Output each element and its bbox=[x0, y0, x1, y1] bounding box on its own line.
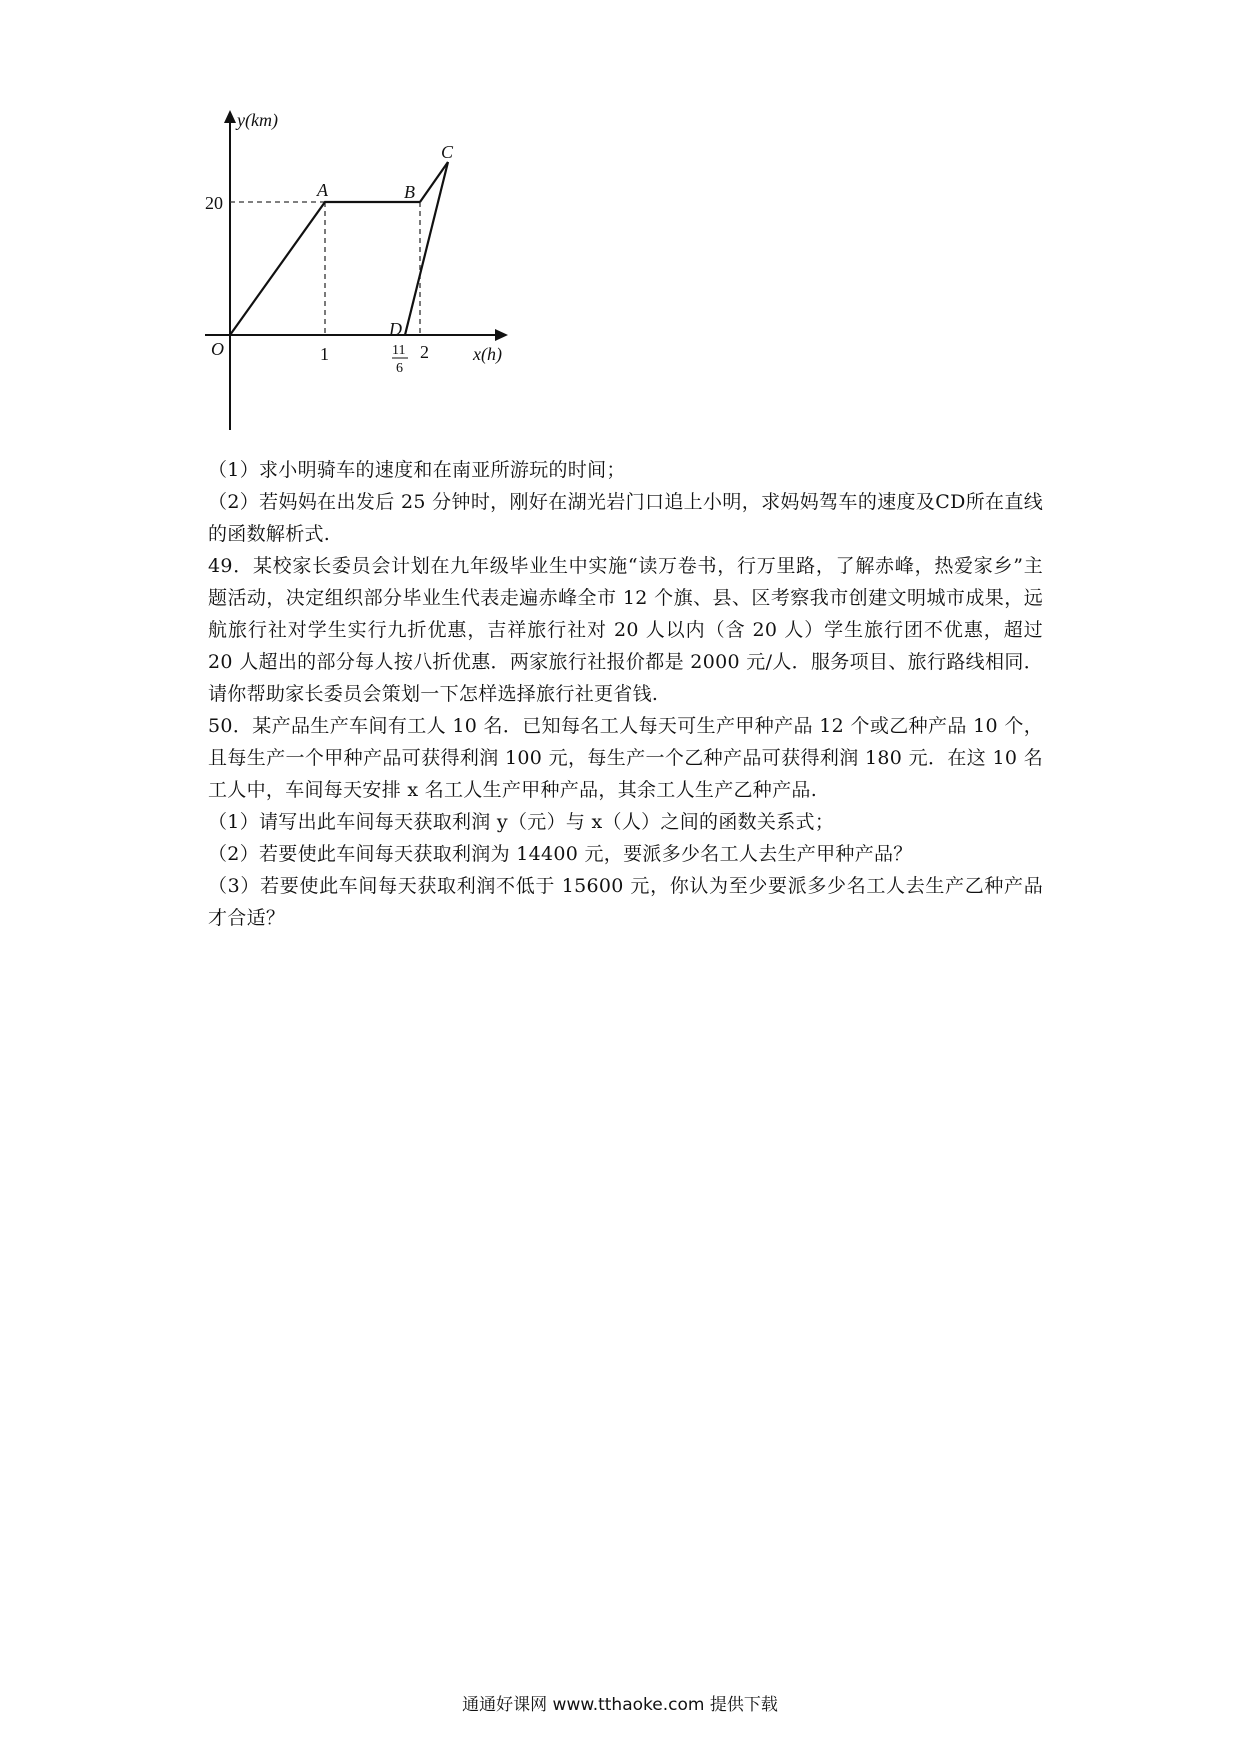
q50: 50．某产品生产车间有工人 10 名．已知每名工人每天可生产甲种产品 12 个或乙种产品 10 个，且每生产一个甲种产品可获得利润 100 元，每生产一个乙种产品可获得利润 180 元．在这 10 名工人中，车间每天安排 x 名工人生产甲种产品，其余工人生产乙种产品. bbox=[208, 715, 1043, 801]
y-tick-20: 20 bbox=[205, 193, 223, 213]
x-axis-label: x(h) bbox=[473, 344, 502, 364]
x-tick-1: 1 bbox=[320, 344, 329, 364]
q48-part1: （1）求小明骑车的速度和在南亚所游玩的时间； bbox=[208, 459, 626, 481]
question-text bbox=[208, 454, 1043, 934]
q50-part3: （3）若要使此车间每天获取利润不低于 15600 元，你认为至少要派多少名工人去生产乙种产品才合适？ bbox=[208, 875, 1043, 929]
q50-part1: （1）请写出此车间每天获取利润 y（元）与 x（人）之间的函数关系式； bbox=[208, 811, 835, 833]
point-label-A: A bbox=[317, 180, 328, 200]
x-tick-fraction-numerator: 11 bbox=[392, 343, 406, 358]
x-axis-arrow bbox=[495, 329, 508, 341]
point-label-B: B bbox=[404, 182, 415, 202]
q49: 49．某校家长委员会计划在九年级毕业生中实施“读万卷书，行万里路，了解赤峰，热爱家乡”主题活动，决定组织部分毕业生代表走遍赤峰全市 12 个旗、县、区考察我市创建文明城市成果，远航旅行社对学生实行九折优惠，吉祥旅行社对 20 人以内（含 20 人）学生旅行团不优惠，超过 20 人超出的部分每人按八折优惠．两家旅行社报价都是 2000 元/人．服务项目、旅行路线相同．请你帮助家长委员会策划一下怎样选择旅行社更省钱. bbox=[208, 555, 1043, 705]
origin-label: O bbox=[211, 339, 224, 359]
y-axis-arrow bbox=[224, 110, 236, 123]
point-label-D: D bbox=[389, 319, 402, 339]
y-axis-label: y(km) bbox=[237, 110, 278, 130]
x-tick-2: 2 bbox=[420, 342, 429, 362]
q48-part2: （2）若妈妈在出发后 25 分钟时，刚好在湖光岩门口追上小明，求妈妈驾车的速度及CD所在直线的函数解析式. bbox=[208, 491, 1043, 545]
distance-time-graph bbox=[205, 110, 585, 435]
footer: 通通好课网 www.tthaoke.com 提供下载 bbox=[462, 1695, 778, 1715]
point-label-C: C bbox=[441, 142, 454, 162]
x-tick-fraction-denominator: 6 bbox=[396, 361, 403, 376]
q50-part2: （2）若要使此车间每天获取利润为 14400 元，要派多少名工人去生产甲种产品？ bbox=[208, 843, 913, 865]
